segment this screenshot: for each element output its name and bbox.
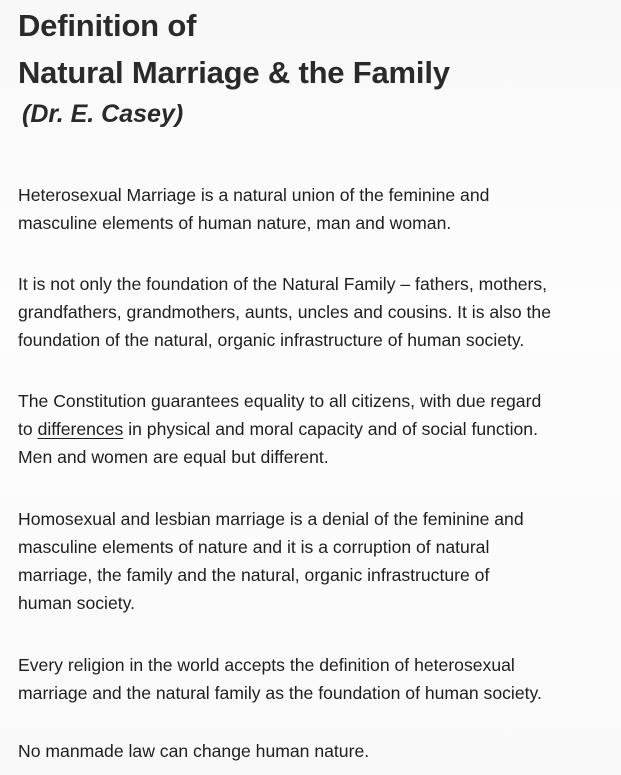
paragraph-line: Every religion in the world accepts the definition of heterosexual (18, 655, 515, 675)
paragraph-line: It is not only the foundation of the Natural Family – fathers, mothers, (18, 274, 548, 294)
paragraph-text: in physical and moral capacity and of social function. (123, 419, 538, 439)
paragraph-line: marriage and the natural family as the foundation of human society. (18, 683, 542, 703)
paragraph-1 (18, 181, 618, 237)
paragraph-5 (18, 651, 618, 707)
paragraph-line: grandfathers, grandmothers, aunts, uncles and cousins. It is also the (18, 302, 552, 322)
paragraph-line: Homosexual and lesbian marriage is a denial of the feminine and (18, 509, 524, 529)
paragraph-text: to (18, 419, 38, 439)
paragraph-line: human society. (18, 593, 136, 613)
paragraph-4 (18, 505, 618, 617)
paragraph-3 (18, 387, 618, 471)
paragraph-line: No manmade law can change human nature. (18, 741, 370, 761)
paragraph-line: Heterosexual Marriage is a natural union of the feminine and (18, 185, 490, 205)
paragraph-line: The Constitution guarantees equality to all citizens, with due regard (18, 391, 542, 411)
paragraph-line (18, 415, 618, 443)
underlined-word: differences (37, 419, 124, 439)
paragraph-line: Men and women are equal but different. (18, 447, 329, 467)
paragraph-line: foundation of the natural, organic infrastructure of human society. (18, 330, 525, 350)
paragraph-line: marriage, the family and the natural, organic infrastructure of (18, 565, 490, 585)
paragraph-line: masculine elements of human nature, man and woman. (18, 213, 452, 233)
paragraph-2 (18, 270, 618, 354)
author-byline: (Dr. E. Casey) (22, 100, 184, 128)
title-line-1: Definition of (18, 8, 197, 43)
paragraph-6 (18, 737, 618, 765)
paragraph-line: masculine elements of nature and it is a corruption of natural (18, 537, 490, 557)
title-line-2: Natural Marriage & the Family (18, 55, 450, 90)
